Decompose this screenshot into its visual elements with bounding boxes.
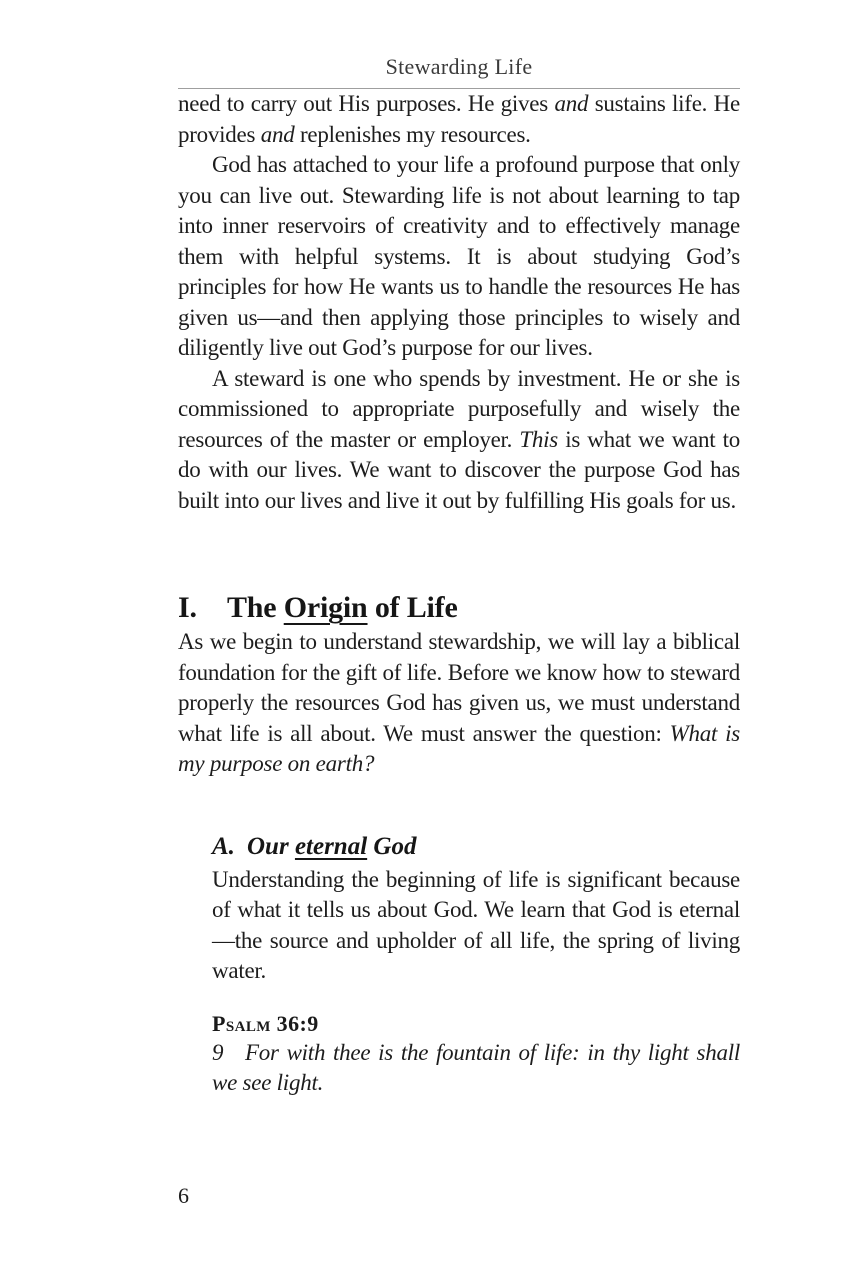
text-segment: A steward is one who spends by investment. He or she is commissioned to appropriate purposefully and wisely the resources of the master or employer. xyxy=(178,365,740,452)
subsection-a xyxy=(212,831,740,1099)
scripture-reference: Psalm 36:9 xyxy=(212,1010,319,1036)
paragraph xyxy=(212,865,740,987)
running-header: Stewarding Life xyxy=(385,54,533,79)
verse-number: 9 xyxy=(212,1039,224,1065)
text-segment: God has attached to your life a profound purpose that only you can live out. Stewarding life is not about learning to tap into inner reservoirs of creativity and to effectively manage them with helpful systems. It is about studying God’s principles for how He wants us to handle the resources He has given us—and then applying those principles to wisely and diligently live out God’s purpose for our lives. xyxy=(178,152,740,360)
paragraph xyxy=(178,627,740,780)
text-segment: Understanding the beginning of life is significant because of what it tells us about God. We learn that God is eternal—the source and upholder of all life, the spring of living water. xyxy=(212,866,740,983)
section-title xyxy=(227,591,458,624)
text-segment: of Life xyxy=(367,591,458,624)
body-text xyxy=(178,89,740,1099)
text-segment: God xyxy=(367,832,417,860)
text-segment: sustains life. He provides xyxy=(178,91,740,147)
text-segment: This xyxy=(519,426,559,452)
text-segment: Our xyxy=(247,832,295,860)
paragraph xyxy=(178,150,740,364)
text-segment: The xyxy=(227,591,284,624)
section-number: I. xyxy=(178,591,197,624)
paragraph xyxy=(178,364,740,517)
verse-text: For with thee is the fountain of life: in thy light shall we see light. xyxy=(212,1039,740,1095)
subsection-title xyxy=(247,833,416,860)
text-segment: As we begin to understand stewardship, we will lay a biblical foundation for the gift of life. Before we know how to steward properly the resources God has given us, we must understand what life is all about. We must answer the question: xyxy=(178,629,740,746)
page-number: 6 xyxy=(178,1183,189,1208)
paragraph-continuation xyxy=(178,89,740,150)
text-segment: and xyxy=(554,91,589,116)
subsection-number: A. xyxy=(212,832,235,860)
text-segment: What is my purpose on earth? xyxy=(178,720,741,776)
text-segment: and xyxy=(260,121,295,147)
text-segment: eternal xyxy=(294,832,368,860)
section-heading xyxy=(178,589,740,627)
text-segment: need to carry out His purposes. He gives xyxy=(178,91,555,116)
text-segment: Origin xyxy=(283,591,368,624)
scripture-verse xyxy=(212,1038,740,1099)
text-column xyxy=(178,0,740,1099)
text-segment: replenishes my resources. xyxy=(294,121,531,147)
subsection-heading xyxy=(212,831,740,863)
text-segment: is what we want to do with our lives. We want to discover the purpose God has built into our lives and live it out by fulfilling His goals for us. xyxy=(178,426,740,513)
